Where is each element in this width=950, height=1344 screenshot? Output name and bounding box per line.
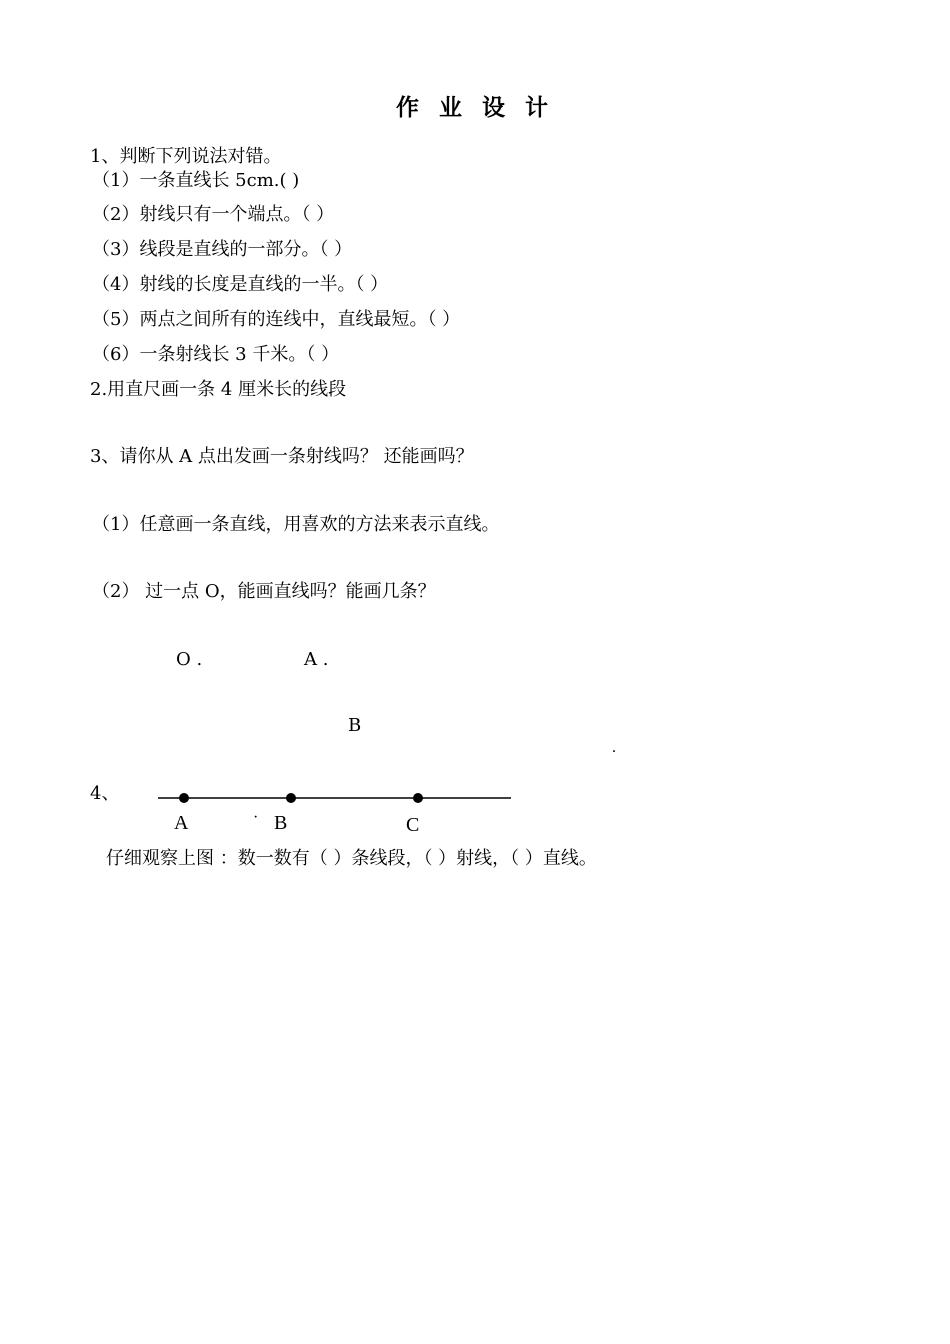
- q2-text: 2.用直尺画一条 4 厘米长的线段: [90, 379, 347, 400]
- q1-item-3: （3）线段是直线的一部分。（ ）: [92, 239, 353, 260]
- q3-heading: 3、请你从 A 点出发画一条射线吗？ 还能画吗？: [90, 446, 474, 467]
- point-a-label: A .: [304, 649, 329, 670]
- q3-sub1: （1）任意画一条直线，用喜欢的方法来表示直线。: [92, 514, 500, 535]
- stray-dot: .: [612, 739, 616, 756]
- q3-sub2: （2） 过一点 O，能画直线吗？能画几条？: [92, 581, 436, 602]
- point-a-dot: [179, 793, 189, 803]
- q1-item-6: （6）一条射线长 3 千米。（ ）: [92, 344, 340, 365]
- figure-label-a: A: [174, 812, 189, 834]
- q1-item-1: （1）一条直线长 5cm.( ): [92, 170, 300, 191]
- q4-question: 仔细观察上图 ：数一数有（ ）条线段，（ ）射线，（ ）直线。: [106, 848, 597, 869]
- point-c-dot: [413, 793, 423, 803]
- point-o-label: O .: [176, 649, 203, 670]
- q1-item-4: （4）射线的长度是直线的一半。（ ）: [92, 274, 389, 295]
- page-title: 作 业 设 计: [395, 94, 555, 121]
- q4-number: 4、: [90, 783, 120, 804]
- figure-label-b: B: [274, 812, 288, 834]
- q1-item-2: （2）射线只有一个端点。（ ）: [92, 204, 335, 225]
- line-figure: [150, 784, 520, 814]
- figure-small-dot: ·: [253, 809, 259, 826]
- q1-heading: 1、判断下列说法对错。: [90, 146, 282, 167]
- point-b-label: B: [348, 715, 362, 736]
- q1-item-5: （5）两点之间所有的连线中，直线最短。（ ）: [92, 309, 461, 330]
- figure-label-c: C: [406, 814, 420, 836]
- point-b-dot: [286, 793, 296, 803]
